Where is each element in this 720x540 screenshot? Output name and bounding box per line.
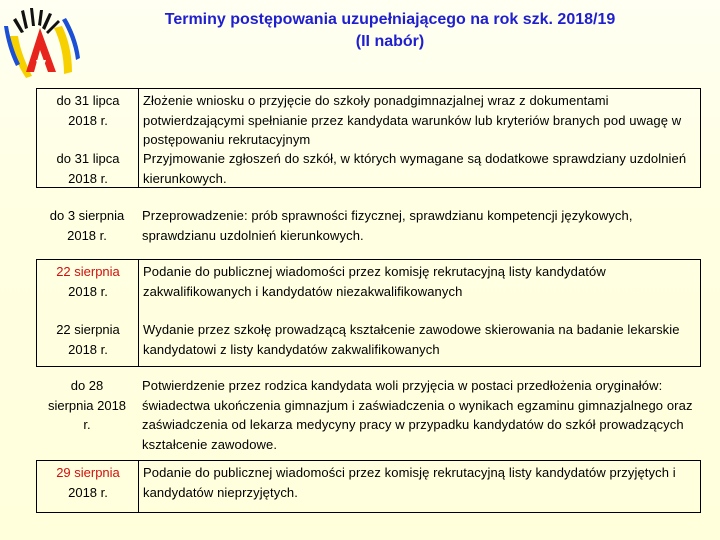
date-line: do 3 sierpnia: [49, 208, 125, 223]
date-line: 22 sierpnia: [56, 322, 120, 337]
schedule-description: Przyjmowanie zgłoszeń do szkół, w których wymagane są dodatkowe sprawdziany uzdolnień kierunkowych.: [143, 151, 687, 186]
schedule-date: [32, 204, 142, 245]
schedule-description: Podanie do publicznej wiadomości przez komisję rekrutacyjną listy kandydatów zakwalifikowanych i kandydatów niezakwalifikowanych: [143, 264, 606, 299]
date-line: 2018 r.: [68, 112, 108, 128]
schedule-group-1: [36, 88, 701, 188]
schedule-description: Wydanie przez szkołę prowadzącą kształcenie zawodowe skierowania na badanie lekarskie kandydatowi z listy kandydatów zakwalifikowanych: [143, 322, 680, 357]
schedule-description: Złożenie wniosku o przyjęcie do szkoły ponadgimnazjalnej wraz z dokumentami potwierdzającymi spełnianie przez kandydata warunków lub kryteriów branych pod uwagę w postępowaniu rekrutacyjnym: [143, 93, 682, 147]
schedule-group-2: [36, 259, 701, 367]
page-title: [80, 9, 700, 53]
date-line: 2018 r.: [67, 227, 107, 243]
date-line: do 31 lipca: [56, 93, 120, 108]
schedule-date: [37, 147, 139, 188]
date-line: 29 sierpnia: [56, 465, 120, 480]
date-line: 2018 r.: [68, 283, 108, 299]
date-line: r.: [83, 417, 91, 432]
date-line: 22 sierpnia: [56, 264, 120, 279]
schedule-row-7: [36, 460, 701, 513]
date-line: do 31 lipca: [56, 151, 120, 166]
title-line-2: (II nabór): [355, 33, 425, 50]
schedule-row-3: [36, 204, 701, 248]
schedule-description: Podanie do publicznej wiadomości przez komisję rekrutacyjną listy kandydatów przyjętych i kandydatów nieprzyjętych.: [143, 465, 676, 500]
schedule-description: Przeprowadzenie: prób sprawności fizycznej, sprawdzianu kompetencji językowych, sprawdzianu uzdolnień kierunkowych.: [142, 208, 633, 243]
schedule-date: [32, 374, 142, 435]
schedule-date: [37, 89, 139, 130]
school-logo-icon: [2, 6, 80, 84]
title-line-1: Terminy postępowania uzupełniającego na rok szk. 2018/19: [164, 11, 616, 28]
date-line: do 28: [70, 378, 104, 393]
schedule-description: Potwierdzenie przez rodzica kandydata woli przyjęcia w postaci przedłożenia oryginałów: świadectwa ukończenia gimnazjum i zaświadczenia o wynikach egzaminu gimnazjalnego oraz zaświadczenia od lekarza medycyny pracy w przypadku kandydatów do szkół prowadzących kształcenie zawodowe.: [142, 378, 693, 452]
schedule-row-6: [36, 374, 701, 456]
schedule-date: [37, 461, 139, 502]
date-line: sierpnia 2018: [47, 397, 127, 413]
date-line: 2018 r.: [68, 341, 108, 357]
schedule-date: [37, 260, 139, 301]
date-line: 2018 r.: [68, 484, 108, 500]
schedule-date: [37, 318, 139, 359]
date-line: 2018 r.: [68, 170, 108, 186]
